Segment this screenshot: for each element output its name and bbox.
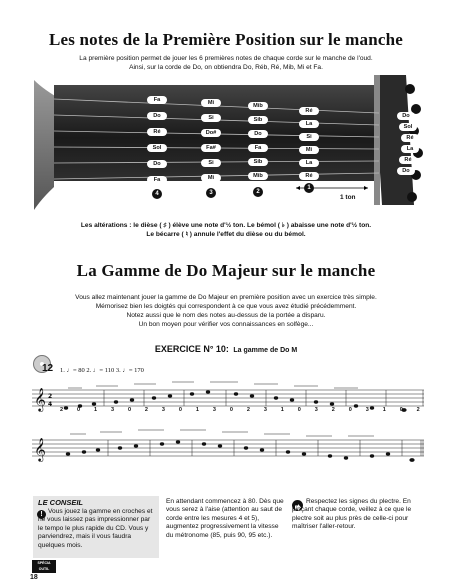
- fret-note: Fa#: [201, 144, 221, 152]
- fingering: 1: [382, 407, 386, 413]
- warning-icon: !: [37, 510, 46, 519]
- fingering-row-1: [60, 407, 420, 413]
- fingering: 0: [178, 407, 182, 413]
- fingering: 3: [161, 407, 165, 413]
- alterations-line1: Les altérations : le dièse ( ♯ ) élève une note d'½ ton. Le bémol ( ♭ ) abaisse une note d'½ ton.: [80, 222, 372, 229]
- intro-line2: Ainsi, sur la corde de Do, on obtiendra Do, Réb, Ré, Mib, Mi et Fa.: [129, 64, 323, 71]
- svg-text:2: 2: [48, 393, 53, 400]
- fret-note: Do: [248, 130, 268, 138]
- fingering: 2: [60, 407, 64, 413]
- fret-note: La: [299, 159, 319, 167]
- fret-note: Mi: [299, 146, 319, 154]
- fret-note: Mi: [201, 99, 221, 107]
- fret-note: Fa: [248, 144, 268, 152]
- fingering: 0: [127, 407, 131, 413]
- fingering: 2: [331, 407, 335, 413]
- fret-note: Do#: [201, 129, 221, 137]
- svg-text:4: 4: [48, 401, 53, 408]
- publisher-logo: SPÉCIA OUTIL: [32, 560, 56, 573]
- intro-line1: La première position permet de jouer les 6 premières notes de chaque corde sur le manche de l'oud.: [79, 55, 373, 62]
- fret-note: Si: [299, 133, 319, 141]
- staff-line-1: [32, 380, 424, 426]
- finger-number: 2: [253, 187, 263, 197]
- page-number: 18: [30, 574, 38, 581]
- open-string: Do: [397, 112, 415, 120]
- tempo-markings: 1. ♩= 80 2. ♩= 110 3. ♩= 170: [60, 367, 144, 374]
- fret-note: Do: [147, 160, 167, 168]
- fingering: 3: [263, 407, 267, 413]
- oud-fretboard: [34, 75, 424, 215]
- fret-note: Ré: [299, 172, 319, 180]
- ton-label: 1 ton: [340, 194, 356, 201]
- conseil-text-3: Respectez les signes du plectre. En pinçant chaque corde, veillez à ce que le plectre soit au plus près de celle-ci pour maîtriser l'aller-retour.: [292, 498, 412, 531]
- fret-note: Mib: [248, 102, 268, 110]
- alterations-line2: Le bécarre ( ♮ ) annule l'effet du dièse ou du bémol.: [146, 231, 306, 238]
- fingering: 0: [76, 407, 81, 413]
- fingering: 0: [297, 407, 301, 413]
- finger-number: 3: [206, 188, 216, 198]
- conseil-text-2: En attendant commencez à 80. Dès que vous serez à l'aise (attention au saut de corde entre les mesures 4 et 5), augmentez progressivement la vitesse du métronome (85, puis 90, 95 etc.).: [166, 498, 284, 539]
- fret-note: Sib: [248, 116, 268, 124]
- finger-number: 1: [304, 183, 314, 193]
- exercise-label: EXERCICE N° 10:: [154, 344, 229, 354]
- fret-note: Mib: [248, 172, 268, 180]
- fingering: 2: [416, 407, 420, 413]
- section2-p1: Vous allez maintenant jouer la gamme de Do Majeur en première position avec un exercice très simple.: [75, 294, 377, 301]
- fret-note: Ré: [299, 107, 319, 115]
- conseil-title: LE CONSEIL: [38, 498, 84, 507]
- fingering: 3: [365, 407, 369, 413]
- section2-p4: Un bon moyen pour vérifier vos connaissances en solfège...: [138, 321, 314, 328]
- svg-text:𝄞: 𝄞: [34, 437, 46, 461]
- fingering: 3: [212, 407, 216, 413]
- fingering: 1: [280, 407, 284, 413]
- conseil-box: [33, 496, 159, 558]
- finger-number: 4: [152, 189, 162, 199]
- exercise-header: [0, 339, 452, 357]
- fingering: 3: [314, 407, 318, 413]
- open-string: Sol: [399, 123, 417, 131]
- fret-note: La: [299, 120, 319, 128]
- fingering: 2: [144, 407, 148, 413]
- fret-note: Si: [201, 159, 221, 167]
- open-string: La: [401, 145, 419, 153]
- fingering: 0: [399, 407, 403, 413]
- fingering: 3: [110, 407, 115, 413]
- fret-note: Ré: [147, 128, 167, 136]
- fret-note: Mi: [201, 174, 221, 182]
- fret-note: Si: [201, 114, 221, 122]
- section2-p2: Mémorisez bien les doigtés qui correspondent à ce que vous avez étudié précédemment.: [95, 303, 357, 310]
- open-string: Ré: [399, 156, 417, 164]
- fingering: 1: [93, 407, 98, 413]
- staff-line-2: [32, 428, 424, 474]
- open-string: Do: [397, 167, 415, 175]
- exercise-name: La gamme de Do M: [233, 347, 298, 354]
- conseil-text-1: Vous jouez la gamme en croches et ne vous laissez pas impressionner par le tempo le plus rapide du CD. Vous y parviendrez, mais il vous faudra quelques mois.: [38, 508, 153, 549]
- section1-title: Les notes de la Première Position sur le manche: [48, 30, 404, 49]
- fingering: 0: [348, 407, 352, 413]
- section2-title: La Gamme de Do Majeur sur le manche: [76, 261, 376, 280]
- fret-note: Do: [147, 112, 167, 120]
- fret-note: Sol: [147, 144, 167, 152]
- svg-text:𝄞: 𝄞: [34, 387, 46, 411]
- fingering: 2: [246, 407, 250, 413]
- fret-note: Fa: [147, 176, 167, 184]
- cd-track-number: 12: [42, 363, 54, 374]
- fingering: 1: [195, 407, 199, 413]
- section2-p3: Notez aussi que le nom des notes au-dessus de la portée a disparu.: [126, 312, 326, 319]
- fret-note: Sib: [248, 158, 268, 166]
- fret-note: Fa: [147, 96, 167, 104]
- fingering: 0: [229, 407, 233, 413]
- open-string: Ré: [401, 134, 419, 142]
